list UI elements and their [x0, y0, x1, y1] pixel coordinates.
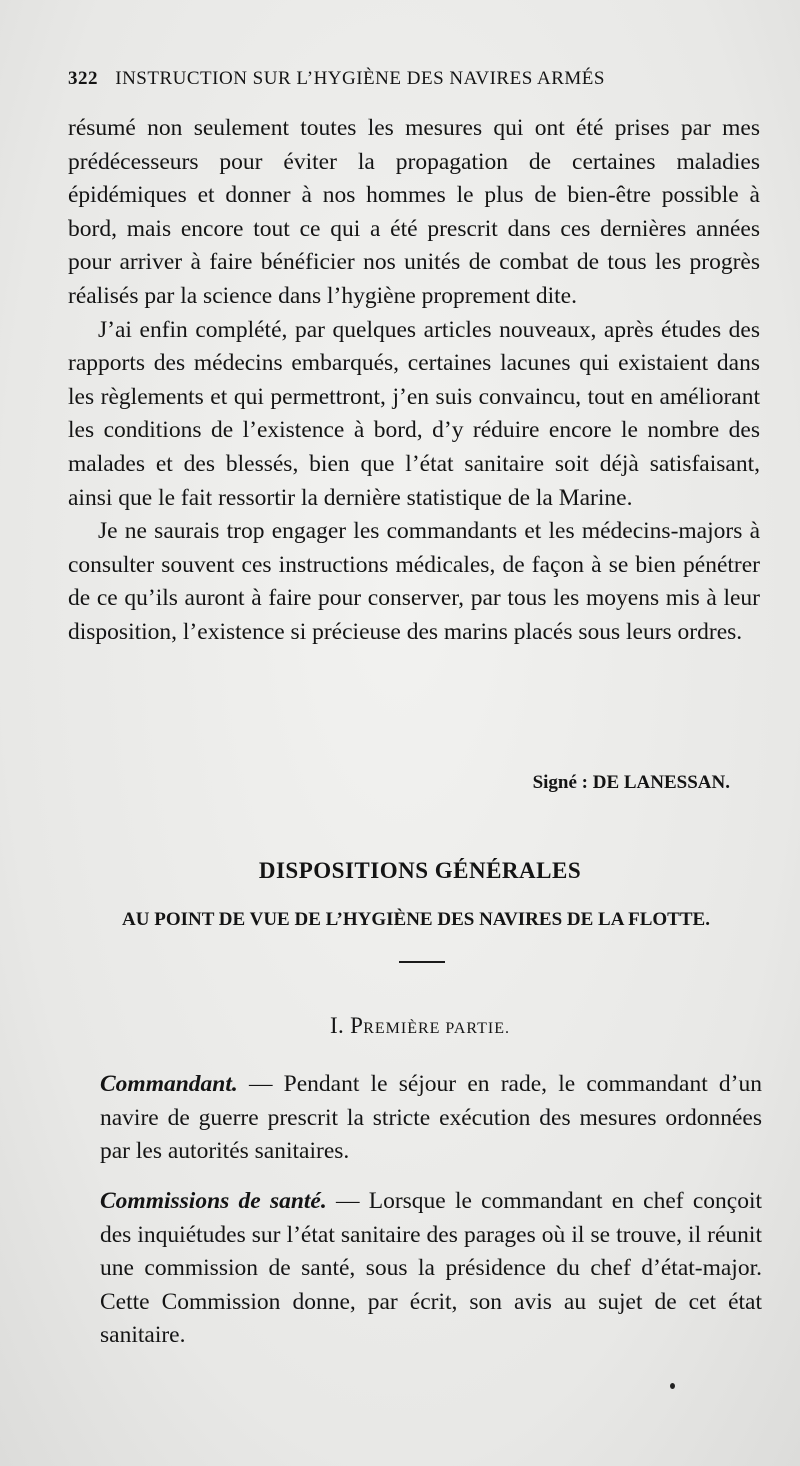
- page-number: 322: [68, 68, 98, 89]
- part-label-initial: P: [350, 1013, 364, 1038]
- letter-body: [68, 112, 760, 650]
- article-commandant: [100, 1068, 762, 1169]
- article-lead: Commandant.: [100, 1071, 238, 1097]
- section-title: DISPOSITIONS GÉNÉRALES: [258, 858, 582, 883]
- article-text: — Lorsque le commandant en chef conçoit des inquiétudes sur l’état sanitaire des parages où il se trouve, il réunit une commission de santé, sous la présidence du chef d’état-major. Cette Commission donne, par écrit, son avis au sujet de cet état sanitaire.: [100, 1188, 762, 1349]
- article-lead: Commissions de santé.: [100, 1188, 327, 1214]
- signature: Signé : DE LANESSAN.: [532, 772, 730, 793]
- article-commissions: [100, 1185, 762, 1353]
- paragraph-1: résumé non seulement toutes les mesures qui ont été prises par mes prédécesseurs pour éviter la propagation de certaines maladies épidémiques et donner à nos hommes le plus de bien-être possible à bord, mais encore tout ce qui a été prescrit dans ces dernières années pour arriver à faire bénéficier nos unités de combat de tous les progrès réalisés par la science dans l’hygiène proprement dite.: [68, 115, 760, 309]
- running-title: INSTRUCTION SUR L’HYGIÈNE DES NAVIRES ARMÉS: [115, 68, 605, 89]
- paragraph-3: Je ne saurais trop engager les commandants et les médecins-majors à consulter souvent ces instructions médicales, de façon à se bien pénétrer de ce qu’ils auront à faire pour conserver, par tous les moyens mis à leur disposition, l’existence si précieuse des marins placés sous leurs ordres.: [68, 518, 760, 645]
- part-heading: [0, 1013, 800, 1039]
- section-rule: [399, 961, 445, 963]
- paragraph-2: J’ai enfin complété, par quelques articles nouveaux, après études des rapports des médecins embarqués, certaines lacunes qui existaient dans les règlements et qui permettront, j’en suis convaincu, tout en améliorant les conditions de l’existence à bord, d’y réduire encore le nombre des malades et des blessés, bien que l’état sanitaire soit déjà satisfaisant, ainsi que le fait ressortir la dernière statistique de la Marine.: [68, 316, 760, 511]
- section-subtitle: AU POINT DE VUE DE L’HYGIÈNE DES NAVIRES DE LA FLOTTE.: [122, 909, 710, 930]
- article-text: — Pendant le séjour en rade, le commandant d’un navire de guerre prescrit la stricte exécution des mesures ordonnées par les autorités sanitaires.: [100, 1071, 762, 1165]
- part-label-rest: REMIÈRE PARTIE.: [363, 1020, 510, 1037]
- running-header: [68, 68, 708, 90]
- ink-speck: [670, 1383, 675, 1389]
- part-number: I.: [330, 1013, 345, 1038]
